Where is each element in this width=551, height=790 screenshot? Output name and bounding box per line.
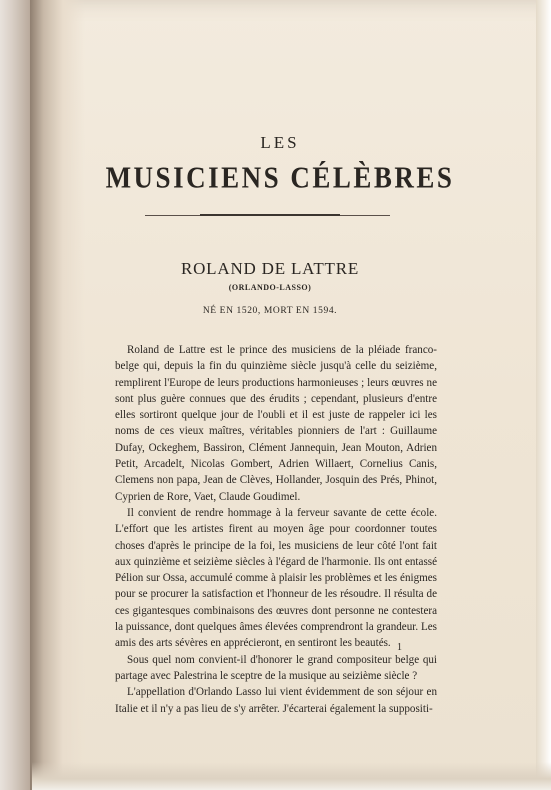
chapter-dates: NÉ EN 1520, MORT EN 1594. — [202, 306, 338, 316]
page-bottom-shadow — [32, 762, 551, 790]
series-title: MUSICIENS CÉLÈBRES — [105, 160, 455, 195]
page-number: 1 — [397, 642, 402, 653]
book-edge — [0, 0, 30, 790]
paragraph: L'appellation d'Orlando Lasso lui vient évidemment de son séjour en Italie et il n'y a pas lieu de s'y arrêter. J'écarterai également la suppositi- — [115, 686, 437, 715]
chapter-title: ROLAND DE LATTRE — [180, 259, 360, 278]
chapter-subtitle: (ORLANDO-LASSO) — [228, 283, 312, 292]
paragraph: Roland de Lattre est le prince des musiciens de la pléiade franco-belge qui, depuis la fin du quinzième siècle jusqu'à celle du seizième, remplirent l'Europe de leurs productions harmonieuses ; leurs œuvres ne sont plus guère connues que des érudits ; cependant, plusieurs d'entre elles sortiront quelque jour de l'oubli et il est juste de rappeler ici les noms de ces vieux maîtres, véritables pionniers de l'art : Guillaume Dufay, Ockeghem, Bassiron, Clément Jannequin, Jean Mouton, Adrien Petit, Arcadelt, Nicolas Gombert, Adrien Willaert, Cornelius Canis, Clemens non papa, Jean de Clèves, Hollander, Josquin des Prés, Phinot, Cyprien de Rore, Vaet, Claude Goudimel. — [115, 344, 437, 503]
body-text — [115, 342, 437, 717]
series-prefix: LES — [260, 133, 300, 152]
decorative-rule-center — [200, 214, 340, 216]
paragraph: Il convient de rendre hommage à la ferveur savante de cette école. L'effort que les artistes firent au moyen âge pour coordonner toutes choses d'après le principe de la foi, les musiciens de leur côté l'ont fait aux quinzième et seizième siècles à l'égard de l'harmonie. Ils ont entassé Pélion sur Ossa, accumulé comme à plaisir les problèmes et les énigmes pour se procurer la satisfaction et l'honneur de les résoudre. Il résulta de ces gigantesques combinaisons des œuvres dont personne ne contestera la puissance, dont quelques âmes élevées comprendront la grandeur. Les amis des arts sévères en apprécieront, en sentiront les beautés. — [115, 506, 437, 650]
page-edge — [536, 0, 551, 790]
spine-shadow — [30, 0, 85, 790]
paragraph: Sous quel nom convient-il d'honorer le grand compositeur belge qui partage avec Palestrina le sceptre de la musique au seizième siècle ? — [115, 653, 437, 682]
